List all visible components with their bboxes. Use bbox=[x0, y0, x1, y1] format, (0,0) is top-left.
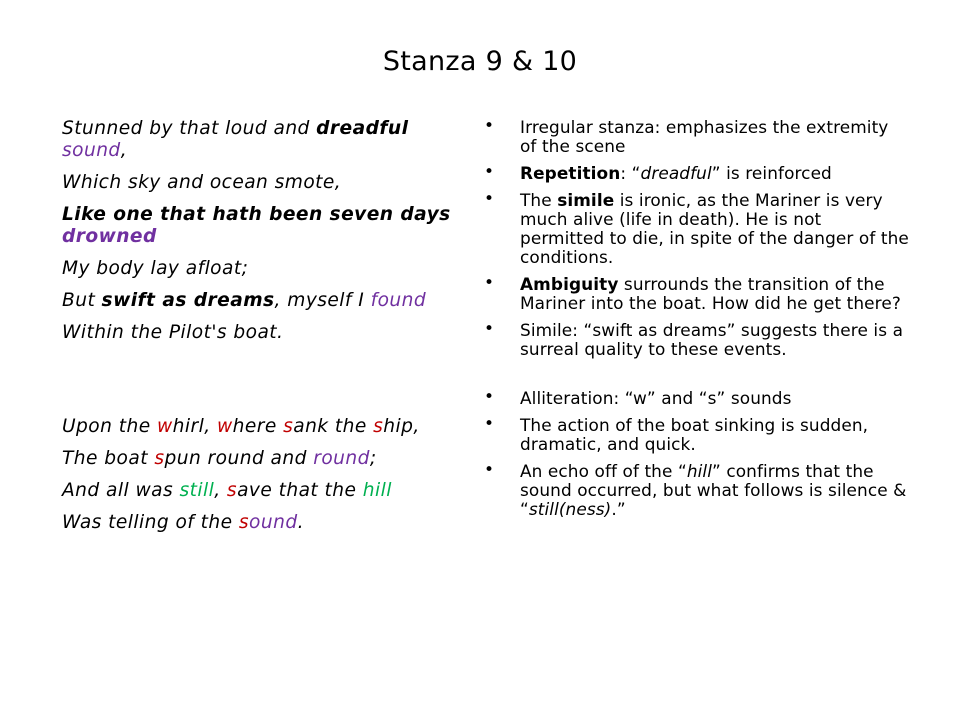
stanza-10 bbox=[62, 416, 472, 534]
poem-line bbox=[62, 480, 472, 502]
text-run: Irregular stanza: emphasizes the extremity of the scene bbox=[520, 117, 889, 156]
poem-line bbox=[62, 258, 472, 280]
text-run: s bbox=[283, 416, 294, 437]
text-run: Upon the bbox=[62, 416, 157, 437]
note-item bbox=[484, 118, 909, 156]
text-run: Was telling of the bbox=[62, 512, 239, 533]
text-run: Which sky and ocean smote, bbox=[62, 172, 342, 193]
text-run: , myself I bbox=[274, 290, 371, 311]
text-run: ank the bbox=[293, 416, 374, 437]
text-run: drowned bbox=[62, 226, 157, 247]
text-run: sound bbox=[62, 140, 121, 161]
note-item bbox=[484, 275, 909, 313]
text-run: The action of the boat sinking is sudden, dramatic, and quick. bbox=[520, 415, 869, 454]
text-run: hirl, bbox=[172, 416, 217, 437]
text-run: ” confirms that the sound occurred, but what follows is silence & “ bbox=[520, 461, 907, 519]
note-item bbox=[484, 191, 909, 267]
text-run: And all was bbox=[62, 480, 180, 501]
note-item bbox=[484, 462, 909, 519]
text-run: , bbox=[214, 480, 227, 501]
poem-line bbox=[62, 448, 472, 470]
text-run: w bbox=[216, 416, 233, 437]
text-run: Alliteration: “w” and “s” sounds bbox=[520, 388, 792, 408]
text-run: Simile: “swift as dreams” suggests there is a surreal quality to these events. bbox=[520, 320, 904, 359]
text-run: is ironic, as the Mariner is very much alive (life in death). He is not permitted to die, in spite of the danger of the conditions. bbox=[520, 190, 909, 267]
text-run: still(ness) bbox=[528, 499, 612, 519]
note-item bbox=[484, 416, 909, 454]
text-run: ave that the bbox=[237, 480, 363, 501]
text-run: s bbox=[238, 512, 250, 533]
text-run: s bbox=[373, 416, 384, 437]
text-run: Stunned by that loud and bbox=[62, 118, 317, 139]
text-run: .” bbox=[611, 499, 626, 519]
text-run: ound bbox=[249, 512, 298, 533]
bullet-icon: • bbox=[484, 387, 495, 407]
text-run: here bbox=[232, 416, 284, 437]
text-run: The bbox=[520, 190, 558, 210]
text-run: w bbox=[156, 416, 173, 437]
stanza-gap bbox=[62, 354, 472, 416]
note-item bbox=[484, 389, 909, 408]
slide-title: Stanza 9 & 10 bbox=[382, 46, 578, 77]
text-run: The boat bbox=[62, 448, 155, 469]
bullet-icon: • bbox=[484, 189, 495, 209]
text-run: hill bbox=[686, 461, 712, 481]
text-run: But bbox=[62, 290, 102, 311]
poem-line bbox=[62, 118, 472, 162]
text-run: hip, bbox=[383, 416, 420, 437]
text-run: My body lay afloat; bbox=[62, 258, 249, 279]
text-run: surrounds the transition of the Mariner into the boat. How did he get there? bbox=[520, 274, 901, 313]
text-run: : “ bbox=[620, 163, 641, 183]
bullet-icon: • bbox=[484, 414, 495, 434]
text-run: round bbox=[313, 448, 370, 469]
text-run: still bbox=[179, 480, 215, 501]
bullet-icon: • bbox=[484, 162, 495, 182]
poem-column bbox=[62, 118, 472, 544]
bullet-icon: • bbox=[484, 319, 495, 339]
text-run: Like one that hath been seven days bbox=[62, 204, 451, 225]
text-run: Within the Pilot's boat. bbox=[62, 322, 284, 343]
text-run: , bbox=[120, 140, 128, 161]
bullet-icon: • bbox=[484, 460, 495, 480]
text-run: simile bbox=[557, 190, 615, 210]
poem-line bbox=[62, 204, 472, 248]
bullet-icon: • bbox=[484, 116, 495, 136]
text-run: Repetition bbox=[520, 163, 621, 183]
note-item bbox=[484, 321, 909, 359]
text-run: swift as dreams bbox=[101, 290, 275, 311]
text-run: hill bbox=[362, 480, 392, 501]
text-run: ; bbox=[369, 448, 377, 469]
bullet-icon: • bbox=[484, 273, 495, 293]
text-run: found bbox=[370, 290, 427, 311]
text-run: Ambiguity bbox=[520, 274, 619, 294]
poem-line bbox=[62, 512, 472, 534]
text-run: ” is reinforced bbox=[711, 163, 832, 183]
text-run: s bbox=[154, 448, 165, 469]
text-run: . bbox=[297, 512, 304, 533]
stanza-9 bbox=[62, 118, 472, 344]
poem-line bbox=[62, 416, 472, 438]
text-run: pun round and bbox=[164, 448, 314, 469]
text-run: dreadful bbox=[316, 118, 409, 139]
poem-line bbox=[62, 322, 472, 344]
analysis-notes bbox=[484, 118, 909, 527]
poem-line bbox=[62, 172, 472, 194]
text-run: dreadful bbox=[640, 163, 712, 183]
text-run: An echo off of the “ bbox=[520, 461, 687, 481]
poem-line bbox=[62, 290, 472, 312]
note-item bbox=[484, 164, 909, 183]
text-run: s bbox=[226, 480, 238, 501]
